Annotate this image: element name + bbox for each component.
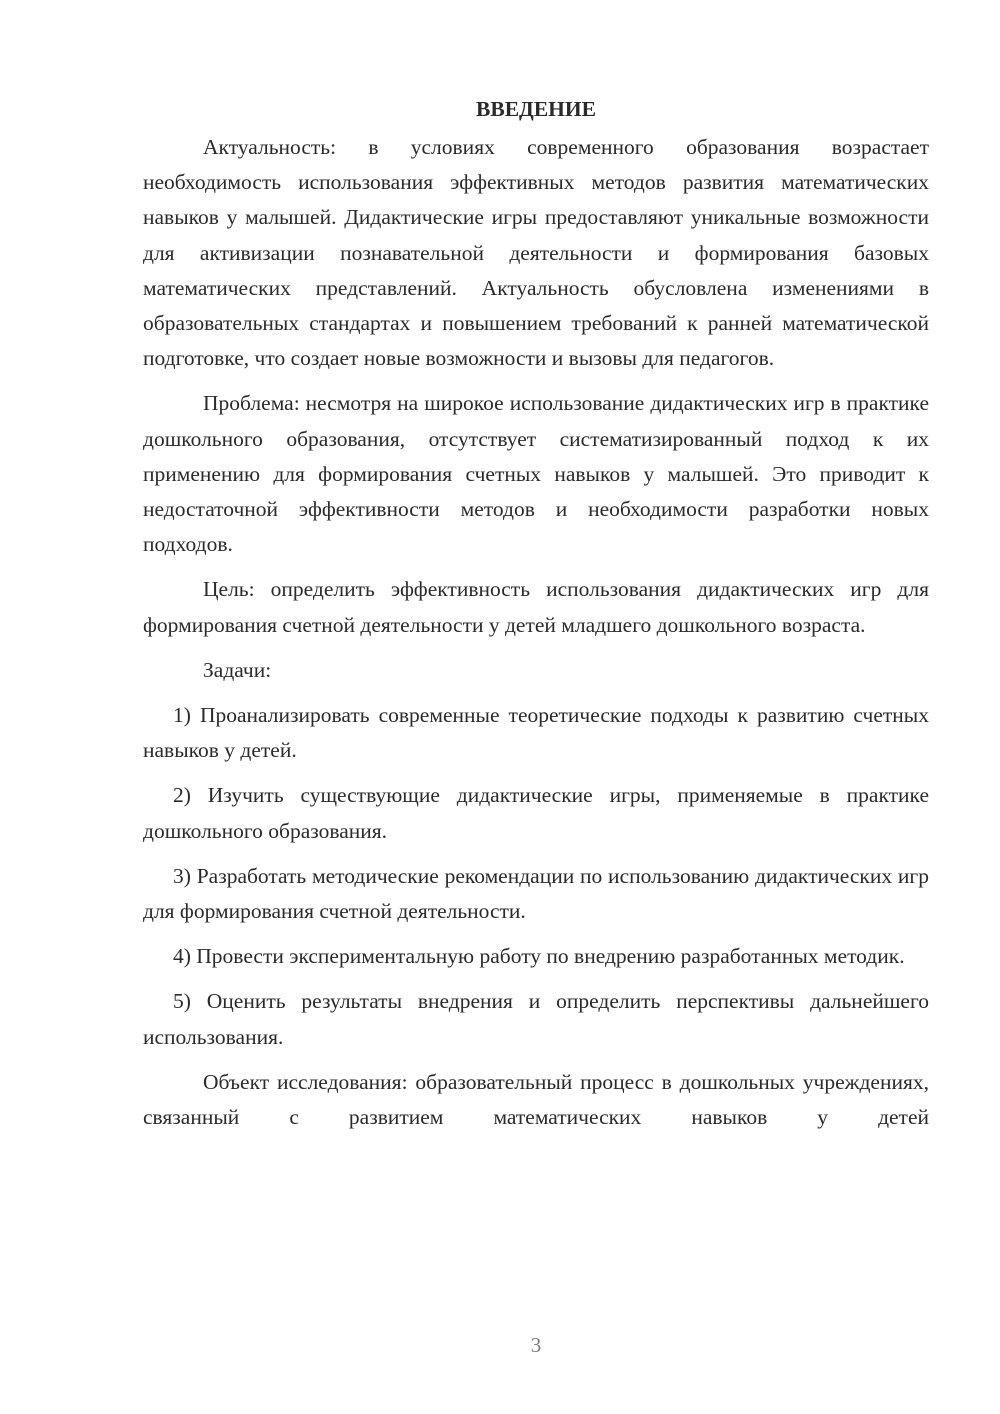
task-item-2: 2) Изучить существующие дидактические игры, применяемые в практике дошкольного образования. [143, 783, 929, 843]
task-item-4: 4) Провести экспериментальную работу по внедрению разработанных методик. [173, 944, 905, 969]
page-number: 3 [530, 1333, 542, 1357]
paragraph-problem: Проблема: несмотря на широкое использование дидактических игр в практике дошкольного образования, отсутствует систематизированный подход к их применению для формирования счетных навыков у малышей. Это приводит к недостаточной эффективности методов и необходимости разработки новых подходов. [143, 391, 929, 557]
paragraph-tasks-heading: Задачи: [203, 657, 272, 682]
paragraph-relevance: Актуальность: в условиях современного образования возрастает необходимость использования эффективных методов развития математических навыков у малышей. Дидактические игры предоставляют уникальные возможности для активизации познавательной деятельности и формирования базовых математических представлений. Актуальность обусловлена изменениями в образовательных стандартах и повышением требований к ранней математической подготовке, что создает новые возможности и вызовы для педагогов. [143, 135, 929, 371]
paragraph-object: Объект исследования: образовательный процесс в дошкольных учреждениях, связанный с развитием математических навыков у детей [143, 1069, 929, 1130]
section-title: ВВЕДЕНИЕ [476, 97, 596, 121]
page-content [143, 92, 929, 1145]
task-item-3: 3) Разработать методические рекомендации по использованию дидактических игр для формирования счетной деятельности. [143, 863, 929, 924]
paragraph-goal: Цель: определить эффективность использования дидактических игр для формирования счетной деятельности у детей младшего дошкольного возраста. [143, 577, 929, 637]
task-item-5: 5) Оценить результаты внедрения и определить перспективы дальнейшего использования. [143, 989, 929, 1049]
task-item-1: 1) Проанализировать современные теоретические подходы к развитию счетных навыков у детей. [143, 703, 929, 763]
